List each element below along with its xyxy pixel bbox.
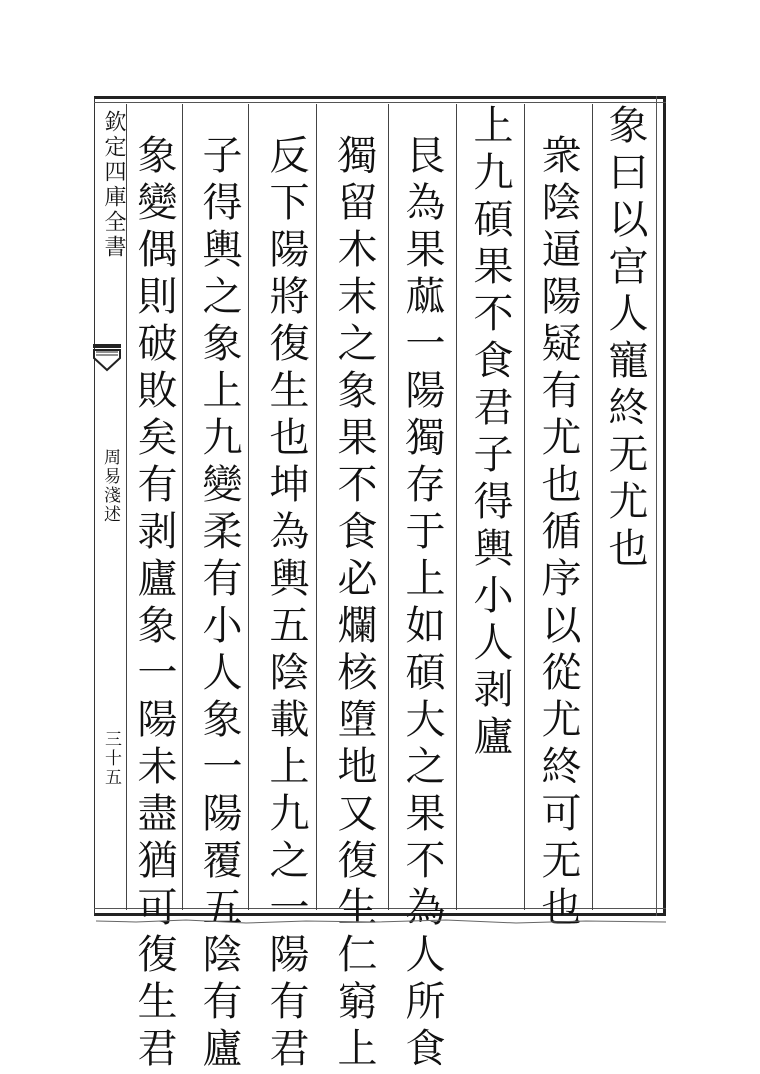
- column-divider: [248, 104, 249, 910]
- text-column-7: 子得輿之象上九變柔有小人象一陽覆五陰有廬: [196, 134, 242, 1074]
- text-column-6: 反下陽將復生也坤為輿五陰載上九之一陽有君: [263, 134, 309, 1074]
- bottom-edge-texture: [96, 918, 666, 926]
- column-divider: [316, 104, 317, 910]
- book-title: 周易淺述: [100, 448, 120, 524]
- text-column-1: 象曰以宫人寵終无尤也: [602, 104, 648, 574]
- column-divider: [592, 104, 593, 910]
- column-divider: [388, 104, 389, 910]
- column-divider: [524, 104, 525, 910]
- page-number: 三十五: [101, 730, 121, 787]
- collection-title: 欽定四庫全書: [101, 110, 126, 260]
- text-column-3: 上九碩果不食君子得輿小人剥廬: [467, 104, 513, 762]
- text-column-4: 艮為果蓏一陽獨存于上如碩大之果不為人所食: [399, 134, 445, 1074]
- fish-tail-mark-icon: [92, 340, 122, 380]
- text-column-2: 衆陰逼陽疑有尤也循序以從尤終可无也: [535, 134, 581, 933]
- text-column-5: 獨留木末之象果不食必爛核墮地又復生仁窮上: [331, 134, 377, 1074]
- border-inner-right-line: [656, 96, 657, 916]
- border-inner-top-line: [94, 102, 666, 103]
- column-divider: [182, 104, 183, 910]
- column-divider: [456, 104, 457, 910]
- text-column-8: 象變偶則破敗矣有剥廬象一陽未盡猶可復生君: [131, 134, 177, 1074]
